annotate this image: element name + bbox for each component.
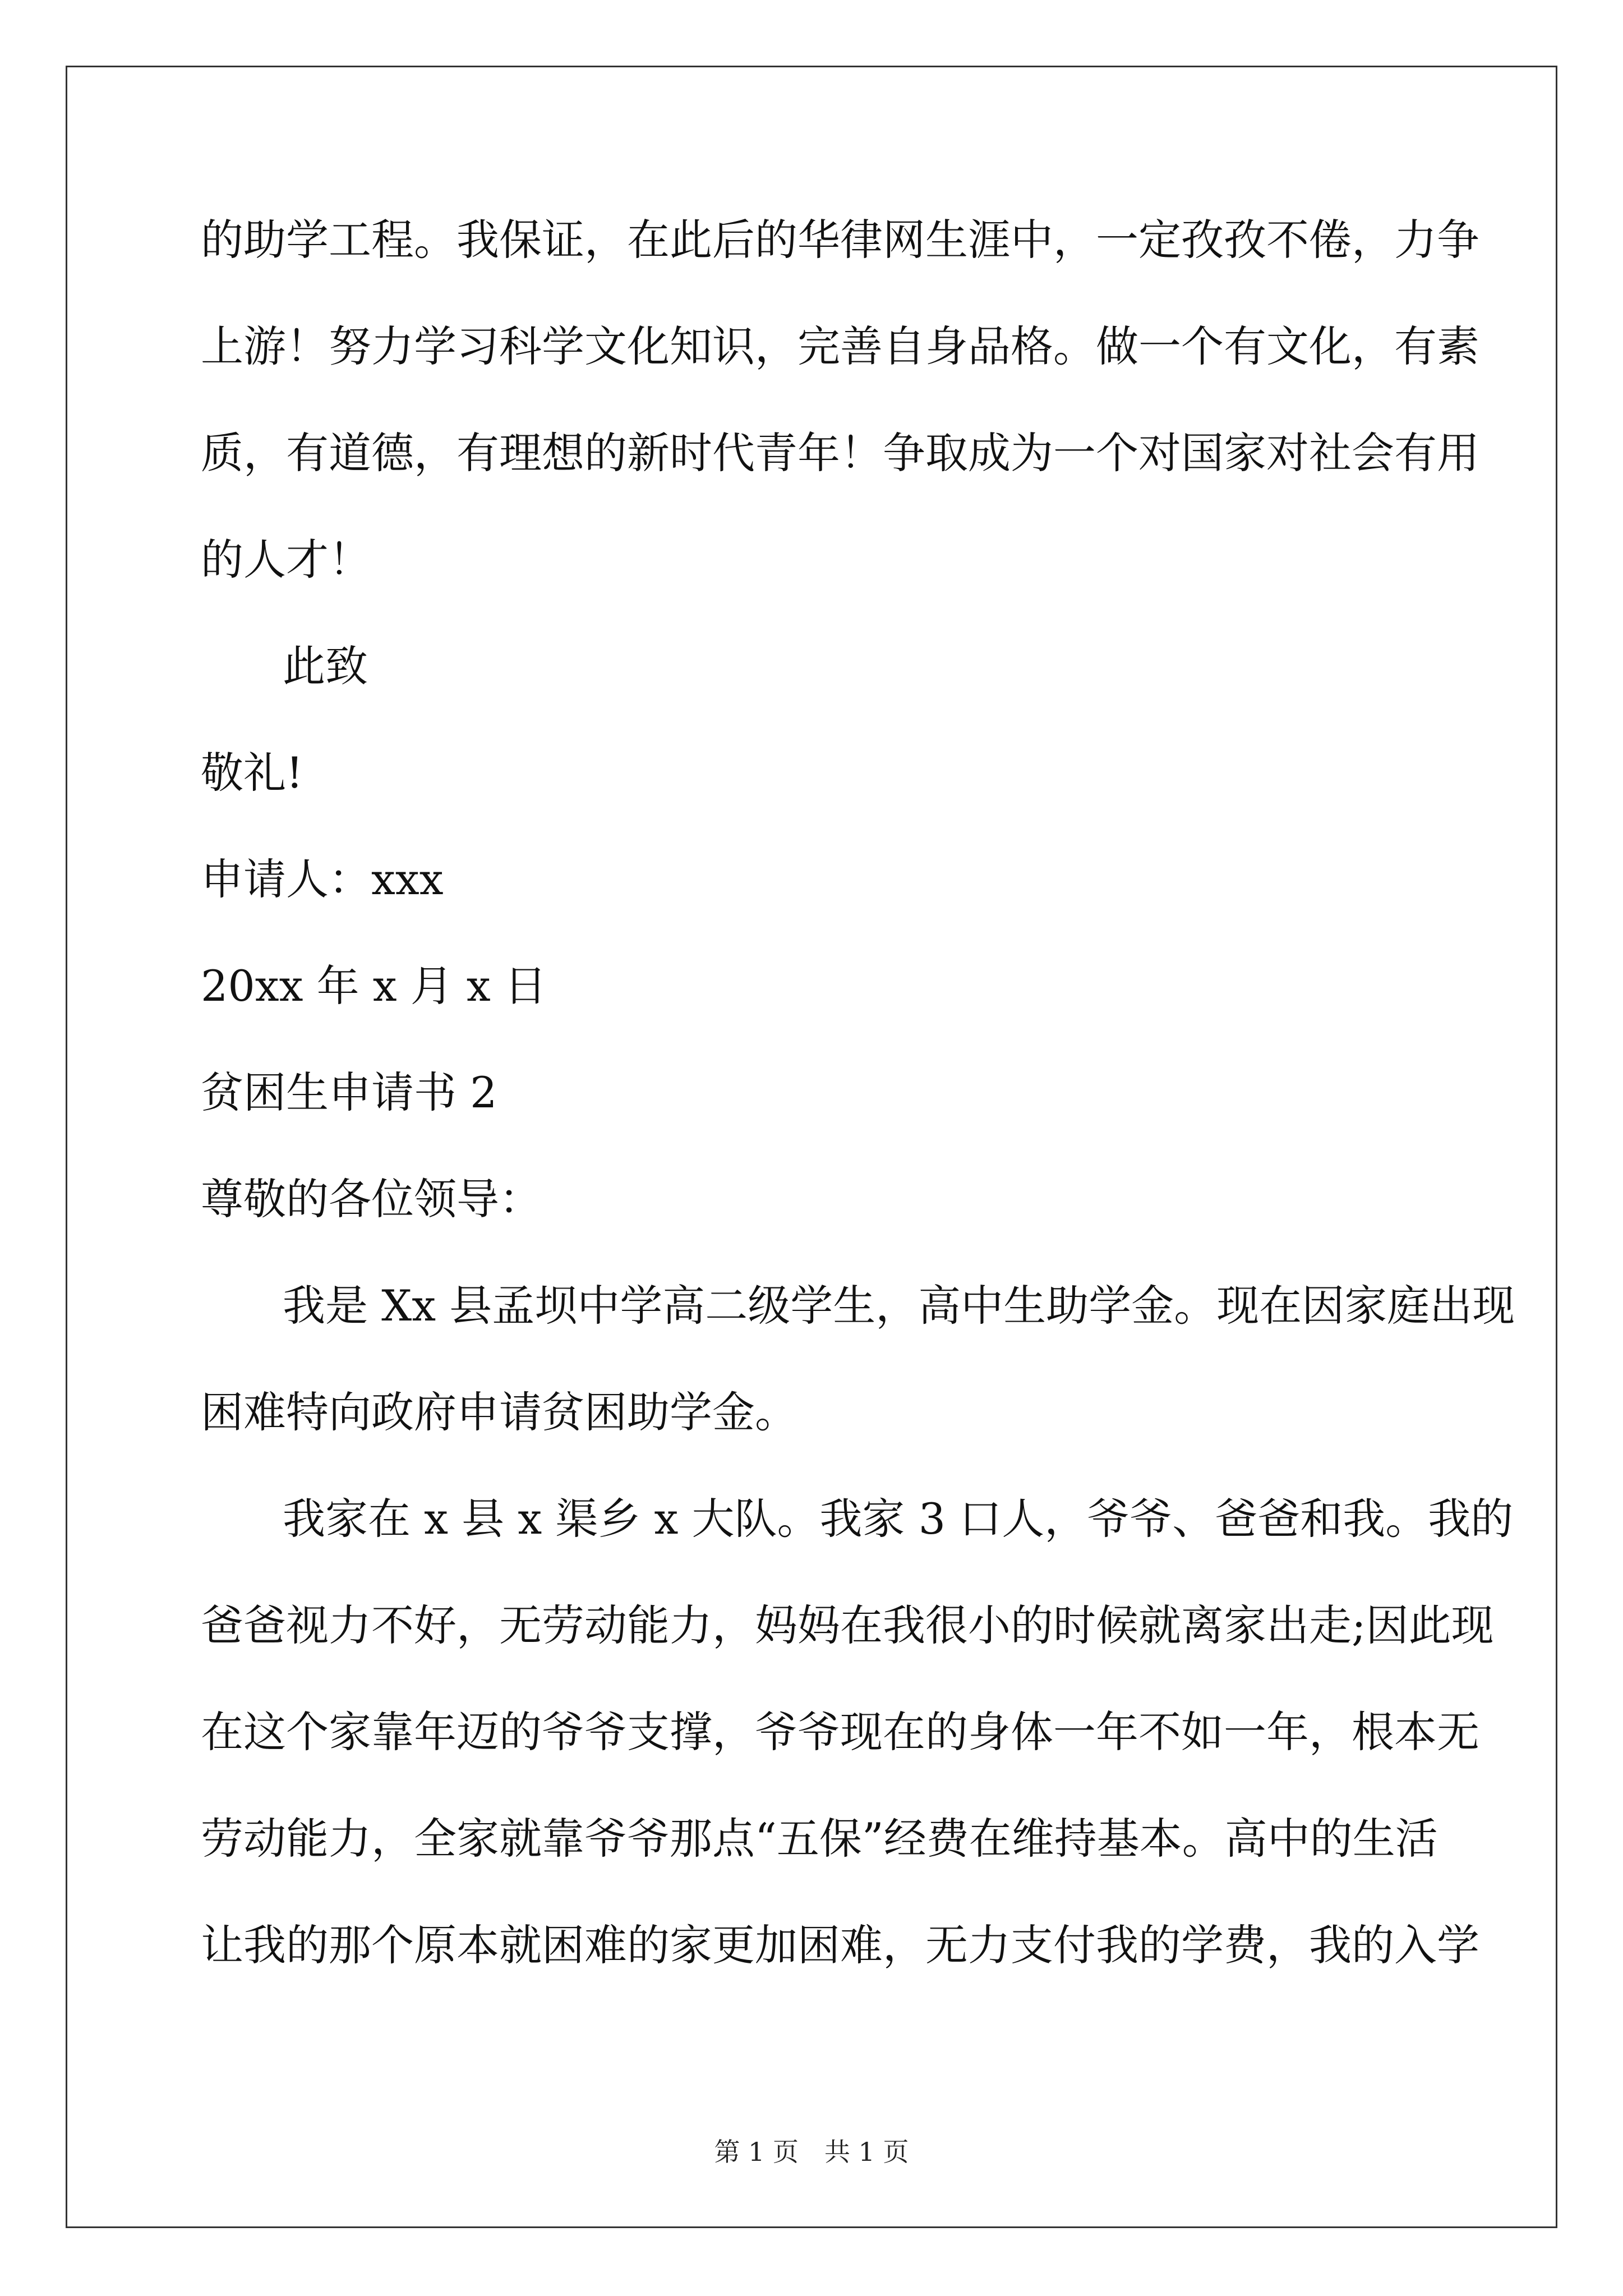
page-frame: [66, 66, 1557, 2228]
paragraph-3-line-3: 在这个家靠年迈的爷爷支撑，爷爷现在的身体一年不如一年，根本无: [201, 1707, 1479, 1757]
paragraph-2-line-1: 我是 Xx 县孟坝中学高二级学生，高中生助学金。现在因家庭出现: [283, 1281, 1515, 1331]
paragraph-3-line-5: 让我的那个原本就困难的家更加困难，无力支付我的学费，我的入学: [201, 1920, 1479, 1970]
closing-salutation: 此致: [283, 641, 368, 691]
section-title: 贫困生申请书 2: [201, 1068, 497, 1117]
greeting: 尊敬的各位领导：: [201, 1174, 542, 1224]
closing-regards: 敬礼!: [201, 748, 303, 798]
paragraph-1-line-2: 上游！努力学习科学文化知识，完善自身品格。做一个有文化，有素: [201, 321, 1479, 371]
paragraph-3-line-2: 爸爸视力不好，无劳动能力，妈妈在我很小的时候就离家出走;因此现: [201, 1600, 1494, 1650]
paragraph-3-line-1: 我家在 x 县 x 渠乡 x 大队。我家 3 口人，爷爷、爸爸和我。我的: [283, 1494, 1514, 1544]
paragraph-2-line-2: 困难特向政府申请贫困助学金。: [201, 1387, 797, 1437]
page-footer: 第 1 页 共 1 页: [714, 2137, 909, 2167]
date-line: 20xx 年 x 月 x 日: [201, 961, 547, 1011]
paragraph-3-line-4: 劳动能力，全家就靠爷爷那点“五保”经费在维持基本。高中的生活: [201, 1814, 1438, 1864]
applicant-line: 申请人：xxx: [201, 854, 444, 904]
paragraph-1-line-4: 的人才！: [201, 535, 371, 585]
paragraph-1-line-3: 质，有道德，有理想的新时代青年！争取成为一个对国家对社会有用: [201, 428, 1479, 478]
paragraph-1-line-1: 的助学工程。我保证，在此后的华律网生涯中，一定孜孜不倦，力争: [201, 215, 1479, 265]
